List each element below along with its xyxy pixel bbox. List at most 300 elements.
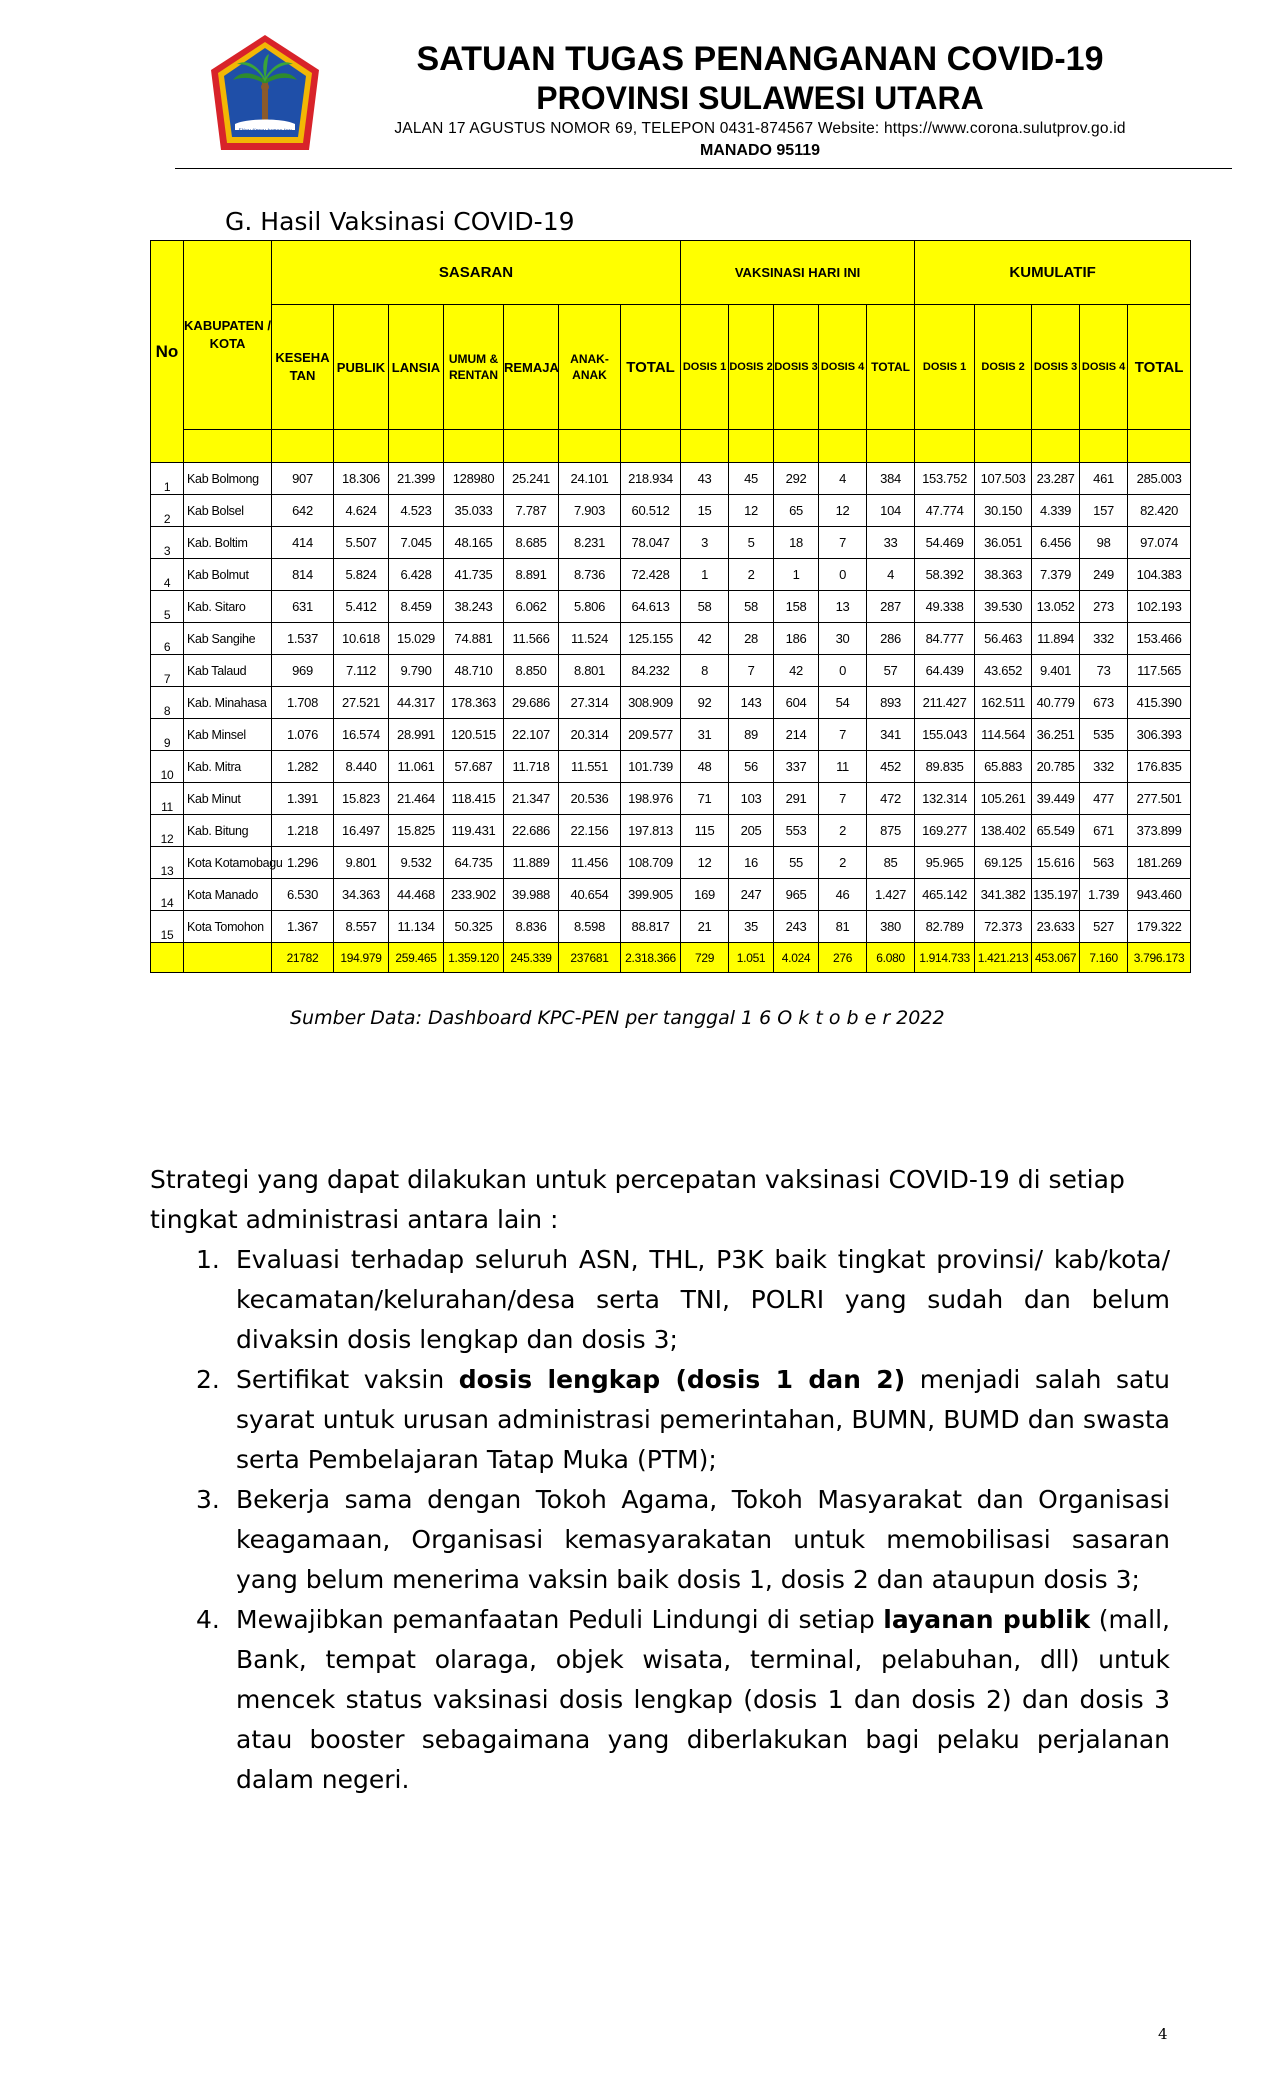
- total-cell: 1.421.213: [975, 943, 1032, 973]
- total-cell: 237681: [559, 943, 621, 973]
- table-cell: 22.686: [504, 815, 559, 847]
- table-cell: 64.735: [444, 847, 504, 879]
- row-number: 5: [151, 591, 184, 623]
- table-cell: 15.825: [389, 815, 444, 847]
- table-cell: 292: [774, 463, 819, 495]
- table-cell: 28: [729, 623, 774, 655]
- table-cell: 39.530: [975, 591, 1032, 623]
- total-blank-cell: [184, 943, 272, 973]
- table-cell: 104: [867, 495, 915, 527]
- table-cell: 197.813: [621, 815, 681, 847]
- table-cell: 4: [867, 559, 915, 591]
- header-city: MANADO 95119: [699, 142, 821, 159]
- group-sasaran: SASARAN: [272, 241, 681, 305]
- table-cell: 186: [774, 623, 819, 655]
- header-spacer: [184, 430, 272, 463]
- table-cell: 1.708: [272, 687, 334, 719]
- strategy-item: [150, 1360, 1170, 1480]
- table-cell: 273: [1080, 591, 1128, 623]
- table-cell: 85: [867, 847, 915, 879]
- table-cell: 40.654: [559, 879, 621, 911]
- table-cell: 7: [819, 719, 867, 751]
- region-name: Kab. Minahasa: [184, 687, 272, 719]
- table-cell: 24.101: [559, 463, 621, 495]
- col-lansia: LANSIA: [389, 305, 444, 430]
- logo-banner-text: Sitou timou tumou tou: [238, 128, 292, 134]
- table-cell: 0: [819, 655, 867, 687]
- table-cell: 82.420: [1128, 495, 1191, 527]
- table-cell: 247: [729, 879, 774, 911]
- table-cell: 44.468: [389, 879, 444, 911]
- table-cell: 11.551: [559, 751, 621, 783]
- table-cell: 907: [272, 463, 334, 495]
- table-cell: 332: [1080, 751, 1128, 783]
- item-text: Evaluasi terhadap seluruh ASN, THL, P3K baik tingkat provinsi/ kab/kota/ kecamatan/kelurahan/desa serta TNI, POLRI yang sudah dan belum divaksin dosis lengkap dan dosis 3;: [236, 1245, 1170, 1354]
- col-publik: PUBLIK: [334, 305, 389, 430]
- header-spacer: [819, 430, 867, 463]
- table-cell: 92: [681, 687, 729, 719]
- table-cell: 1: [681, 559, 729, 591]
- item-number: 4.: [196, 1605, 220, 1634]
- table-cell: 631: [272, 591, 334, 623]
- table-row: [151, 847, 1191, 879]
- table-cell: 155.043: [915, 719, 975, 751]
- table-cell: 11.718: [504, 751, 559, 783]
- table-cell: 54: [819, 687, 867, 719]
- table-cell: 13: [819, 591, 867, 623]
- table-cell: 414: [272, 527, 334, 559]
- table-row: [151, 559, 1191, 591]
- table-cell: 72.373: [975, 911, 1032, 943]
- item-text: Sertifikat vaksin: [236, 1365, 459, 1394]
- col-hari-dosis-4: DOSIS 4: [819, 305, 867, 430]
- row-number: 3: [151, 527, 184, 559]
- table-cell: 477: [1080, 783, 1128, 815]
- table-cell: 13.052: [1032, 591, 1080, 623]
- table-cell: 7.379: [1032, 559, 1080, 591]
- table-cell: 16: [729, 847, 774, 879]
- header-spacer: [774, 430, 819, 463]
- header-spacer: [389, 430, 444, 463]
- table-cell: 20.314: [559, 719, 621, 751]
- table-cell: 16.574: [334, 719, 389, 751]
- table-cell: 1.367: [272, 911, 334, 943]
- table-cell: 1.537: [272, 623, 334, 655]
- section-title: G. Hasil Vaksinasi COVID-19: [225, 207, 575, 236]
- table-cell: 84.777: [915, 623, 975, 655]
- table-cell: 21.399: [389, 463, 444, 495]
- table-cell: 8.850: [504, 655, 559, 687]
- total-cell: 729: [681, 943, 729, 973]
- table-cell: 7: [819, 527, 867, 559]
- table-cell: 103: [729, 783, 774, 815]
- region-name: Kab. Mitra: [184, 751, 272, 783]
- table-cell: 169.277: [915, 815, 975, 847]
- strategy-item: [150, 1240, 1170, 1360]
- total-cell: 194.979: [334, 943, 389, 973]
- total-cell: 4.024: [774, 943, 819, 973]
- table-cell: 64.439: [915, 655, 975, 687]
- table-cell: 291: [774, 783, 819, 815]
- table-cell: 84.232: [621, 655, 681, 687]
- item-bold-text: layanan publik: [883, 1605, 1091, 1634]
- table-cell: 205: [729, 815, 774, 847]
- table-cell: 42: [774, 655, 819, 687]
- table-cell: 89.835: [915, 751, 975, 783]
- col-anak-anak: ANAK-ANAK: [559, 305, 621, 430]
- table-cell: 65.549: [1032, 815, 1080, 847]
- table-cell: 5.806: [559, 591, 621, 623]
- table-cell: 5.412: [334, 591, 389, 623]
- table-cell: 88.817: [621, 911, 681, 943]
- table-cell: 4.624: [334, 495, 389, 527]
- header-title-2: PROVINSI SULAWESI UTARA: [536, 80, 984, 116]
- group-kumulatif: KUMULATIF: [915, 241, 1191, 305]
- table-cell: 89: [729, 719, 774, 751]
- table-cell: 893: [867, 687, 915, 719]
- table-cell: 29.686: [504, 687, 559, 719]
- table-cell: 1: [774, 559, 819, 591]
- table-cell: 20.536: [559, 783, 621, 815]
- table-cell: 4.339: [1032, 495, 1080, 527]
- table-cell: 21: [681, 911, 729, 943]
- row-number: 1: [151, 463, 184, 495]
- row-number: 6: [151, 623, 184, 655]
- table-cell: 10.618: [334, 623, 389, 655]
- table-cell: 35: [729, 911, 774, 943]
- table-cell: 452: [867, 751, 915, 783]
- region-name: Kab Minsel: [184, 719, 272, 751]
- region-name: Kota Manado: [184, 879, 272, 911]
- table-cell: 209.577: [621, 719, 681, 751]
- total-cell: 245.339: [504, 943, 559, 973]
- item-text-after: menjadi salah satu syarat untuk urusan administrasi pemerintahan, BUMN, BUMD dan swasta serta Pembelajaran Tatap Muka (PTM);: [236, 1365, 1170, 1474]
- table-cell: 114.564: [975, 719, 1032, 751]
- table-cell: 22.156: [559, 815, 621, 847]
- table-cell: 118.415: [444, 783, 504, 815]
- table-cell: 8.598: [559, 911, 621, 943]
- table-cell: 3: [681, 527, 729, 559]
- header-spacer: [915, 430, 975, 463]
- table-cell: 6.530: [272, 879, 334, 911]
- table-cell: 642: [272, 495, 334, 527]
- table-cell: 50.325: [444, 911, 504, 943]
- region-name: Kab. Boltim: [184, 527, 272, 559]
- table-cell: 7.112: [334, 655, 389, 687]
- table-cell: 2: [729, 559, 774, 591]
- table-cell: 7.903: [559, 495, 621, 527]
- col-kabupaten: KABUPATEN / KOTA: [184, 241, 272, 430]
- strategy-item: [150, 1480, 1170, 1600]
- table-cell: 11.566: [504, 623, 559, 655]
- table-cell: 117.565: [1128, 655, 1191, 687]
- strategy-intro: Strategi yang dapat dilakukan untuk percepatan vaksinasi COVID-19 di setiap tingkat administrasi antara lain :: [150, 1165, 1125, 1234]
- table-cell: 40.779: [1032, 687, 1080, 719]
- table-cell: 9.801: [334, 847, 389, 879]
- table-cell: 11.134: [389, 911, 444, 943]
- header-spacer: [867, 430, 915, 463]
- table-cell: 28.991: [389, 719, 444, 751]
- table-cell: 97.074: [1128, 527, 1191, 559]
- col-kesehatan: KESEHATAN: [272, 305, 334, 430]
- table-cell: 384: [867, 463, 915, 495]
- table-cell: 48.710: [444, 655, 504, 687]
- table-cell: 9.790: [389, 655, 444, 687]
- table-cell: 286: [867, 623, 915, 655]
- table-cell: 8.736: [559, 559, 621, 591]
- table-cell: 7: [819, 783, 867, 815]
- table-cell: 39.988: [504, 879, 559, 911]
- table-body: [151, 463, 1191, 973]
- header-spacer: [681, 430, 729, 463]
- table-cell: 604: [774, 687, 819, 719]
- total-cell: 1.914.733: [915, 943, 975, 973]
- table-cell: 380: [867, 911, 915, 943]
- table-cell: 15.823: [334, 783, 389, 815]
- table-cell: 337: [774, 751, 819, 783]
- table-cell: 105.261: [975, 783, 1032, 815]
- table-cell: 73: [1080, 655, 1128, 687]
- col-kum-dosis-4: DOSIS 4: [1080, 305, 1128, 430]
- col-kum-dosis-3: DOSIS 3: [1032, 305, 1080, 430]
- row-number: 7: [151, 655, 184, 687]
- region-name: Kab Sangihe: [184, 623, 272, 655]
- item-bold-text: dosis lengkap (dosis 1 dan 2): [458, 1365, 906, 1394]
- table-cell: 21.464: [389, 783, 444, 815]
- strategy-section: [150, 1160, 1170, 1800]
- row-number: 10: [151, 751, 184, 783]
- table-cell: 72.428: [621, 559, 681, 591]
- item-text-after: (mall, Bank, tempat olaraga, objek wisata, terminal, pelabuhan, dll) untuk mencek status vaksinasi dosis lengkap (dosis 1 dan dosis 2) dan dosis 3 atau booster sebagaimana yang diberlakukan bagi pelaku perjalanan dalam negeri.: [236, 1605, 1170, 1794]
- table-cell: 7.787: [504, 495, 559, 527]
- table-cell: 1.427: [867, 879, 915, 911]
- table-cell: 214: [774, 719, 819, 751]
- table-cell: 102.193: [1128, 591, 1191, 623]
- table-cell: 9.401: [1032, 655, 1080, 687]
- row-number: 8: [151, 687, 184, 719]
- header-spacer: [334, 430, 389, 463]
- table-cell: 527: [1080, 911, 1128, 943]
- table-cell: 8.231: [559, 527, 621, 559]
- table-cell: 1.282: [272, 751, 334, 783]
- row-number: 14: [151, 879, 184, 911]
- table-cell: 71: [681, 783, 729, 815]
- table-cell: 74.881: [444, 623, 504, 655]
- table-cell: 211.427: [915, 687, 975, 719]
- table-cell: 69.125: [975, 847, 1032, 879]
- table-cell: 5.507: [334, 527, 389, 559]
- table-cell: 33: [867, 527, 915, 559]
- table-cell: 943.460: [1128, 879, 1191, 911]
- table-cell: 115: [681, 815, 729, 847]
- total-cell: 453.067: [1032, 943, 1080, 973]
- col-hari-dosis-2: DOSIS 2: [729, 305, 774, 430]
- table-cell: 58: [729, 591, 774, 623]
- table-cell: 43.652: [975, 655, 1032, 687]
- total-cell: 276: [819, 943, 867, 973]
- table-cell: 107.503: [975, 463, 1032, 495]
- table-cell: 218.934: [621, 463, 681, 495]
- table-cell: 39.449: [1032, 783, 1080, 815]
- table-cell: 30.150: [975, 495, 1032, 527]
- table-row: [151, 687, 1191, 719]
- table-cell: 12: [681, 847, 729, 879]
- total-cell: 259.465: [389, 943, 444, 973]
- table-cell: 5: [729, 527, 774, 559]
- strategy-item: [150, 1600, 1170, 1800]
- table-cell: 162.511: [975, 687, 1032, 719]
- table-cell: 373.899: [1128, 815, 1191, 847]
- table-cell: 332: [1080, 623, 1128, 655]
- table-cell: 60.512: [621, 495, 681, 527]
- header-spacer: [1032, 430, 1080, 463]
- col-no: No: [151, 241, 184, 463]
- table-cell: 1.076: [272, 719, 334, 751]
- table-cell: 472: [867, 783, 915, 815]
- row-number: 4: [151, 559, 184, 591]
- table-cell: 125.155: [621, 623, 681, 655]
- table-cell: 673: [1080, 687, 1128, 719]
- region-name: Kab. Bitung: [184, 815, 272, 847]
- table-cell: 95.965: [915, 847, 975, 879]
- table-cell: 56: [729, 751, 774, 783]
- table-cell: 104.383: [1128, 559, 1191, 591]
- table-cell: 233.902: [444, 879, 504, 911]
- table-cell: 671: [1080, 815, 1128, 847]
- table-cell: 81: [819, 911, 867, 943]
- table-cell: 8.801: [559, 655, 621, 687]
- table-cell: 176.835: [1128, 751, 1191, 783]
- table-cell: 875: [867, 815, 915, 847]
- header-spacer: [729, 430, 774, 463]
- table-cell: 143: [729, 687, 774, 719]
- table-cell: 36.251: [1032, 719, 1080, 751]
- table-cell: 341: [867, 719, 915, 751]
- table-cell: 4.523: [389, 495, 444, 527]
- table-cell: 243: [774, 911, 819, 943]
- table-cell: 341.382: [975, 879, 1032, 911]
- region-name: Kab. Sitaro: [184, 591, 272, 623]
- table-cell: 132.314: [915, 783, 975, 815]
- table-cell: 11.894: [1032, 623, 1080, 655]
- table-row: [151, 463, 1191, 495]
- table-cell: 965: [774, 879, 819, 911]
- table-cell: 9.532: [389, 847, 444, 879]
- table-cell: 38.363: [975, 559, 1032, 591]
- total-cell: 7.160: [1080, 943, 1128, 973]
- table-cell: 181.269: [1128, 847, 1191, 879]
- table-row: [151, 751, 1191, 783]
- header-spacer: [272, 430, 334, 463]
- table-cell: 18: [774, 527, 819, 559]
- table-cell: 6.062: [504, 591, 559, 623]
- region-name: Kab Bolmut: [184, 559, 272, 591]
- table-cell: 8.440: [334, 751, 389, 783]
- table-cell: 0: [819, 559, 867, 591]
- table-row: [151, 719, 1191, 751]
- table-row: [151, 783, 1191, 815]
- table-cell: 287: [867, 591, 915, 623]
- table-cell: 48.165: [444, 527, 504, 559]
- table-cell: 553: [774, 815, 819, 847]
- table-cell: 27.314: [559, 687, 621, 719]
- table-cell: 563: [1080, 847, 1128, 879]
- table-cell: 138.402: [975, 815, 1032, 847]
- table-cell: 2: [819, 815, 867, 847]
- table-row: [151, 623, 1191, 655]
- table-cell: 56.463: [975, 623, 1032, 655]
- table-cell: 158: [774, 591, 819, 623]
- table-cell: 25.241: [504, 463, 559, 495]
- header-spacer: [444, 430, 504, 463]
- total-cell: 1.051: [729, 943, 774, 973]
- col-umum-rentan: UMUM & RENTAN: [444, 305, 504, 430]
- table-row: [151, 655, 1191, 687]
- row-number: 12: [151, 815, 184, 847]
- table-cell: 82.789: [915, 911, 975, 943]
- col-kum-dosis-2: DOSIS 2: [975, 305, 1032, 430]
- region-name: Kab Bolsel: [184, 495, 272, 527]
- table-cell: 249: [1080, 559, 1128, 591]
- table-cell: 35.033: [444, 495, 504, 527]
- table-cell: 22.107: [504, 719, 559, 751]
- header-title-1: SATUAN TUGAS PENANGANAN COVID-19: [416, 40, 1104, 78]
- total-cell: 2.318.366: [621, 943, 681, 973]
- table-cell: 34.363: [334, 879, 389, 911]
- table-cell: 814: [272, 559, 334, 591]
- page-number: 4: [1158, 2025, 1168, 2043]
- table-cell: 198.976: [621, 783, 681, 815]
- table-cell: 306.393: [1128, 719, 1191, 751]
- table-cell: 285.003: [1128, 463, 1191, 495]
- table-cell: 6.456: [1032, 527, 1080, 559]
- row-number: 15: [151, 911, 184, 943]
- header-divider: [175, 168, 1232, 169]
- table-row: [151, 879, 1191, 911]
- table-cell: 27.521: [334, 687, 389, 719]
- table-cell: 45: [729, 463, 774, 495]
- row-number: 9: [151, 719, 184, 751]
- table-cell: 20.785: [1032, 751, 1080, 783]
- table-cell: 98: [1080, 527, 1128, 559]
- table-cell: 31: [681, 719, 729, 751]
- table-cell: 120.515: [444, 719, 504, 751]
- header-address: JALAN 17 AGUSTUS NOMOR 69, TELEPON 0431-874567 Website: https://www.corona.sulutprov.go.id: [394, 120, 1126, 137]
- table-cell: 101.739: [621, 751, 681, 783]
- table-cell: 58: [681, 591, 729, 623]
- region-name: Kab Bolmong: [184, 463, 272, 495]
- table-cell: 415.390: [1128, 687, 1191, 719]
- table-cell: 15.029: [389, 623, 444, 655]
- table-cell: 11: [819, 751, 867, 783]
- table-cell: 135.197: [1032, 879, 1080, 911]
- row-number: 11: [151, 783, 184, 815]
- table-cell: 41.735: [444, 559, 504, 591]
- table-cell: 277.501: [1128, 783, 1191, 815]
- table-cell: 128980: [444, 463, 504, 495]
- table-cell: 21.347: [504, 783, 559, 815]
- region-name: Kota Kotamobagu: [184, 847, 272, 879]
- col-hari-total: TOTAL: [867, 305, 915, 430]
- table-cell: 6.428: [389, 559, 444, 591]
- table-cell: 11.061: [389, 751, 444, 783]
- table-cell: 23.287: [1032, 463, 1080, 495]
- table-row: [151, 815, 1191, 847]
- header-spacer: [1080, 430, 1128, 463]
- table-cell: 8.836: [504, 911, 559, 943]
- table-row: [151, 591, 1191, 623]
- table-cell: 1.296: [272, 847, 334, 879]
